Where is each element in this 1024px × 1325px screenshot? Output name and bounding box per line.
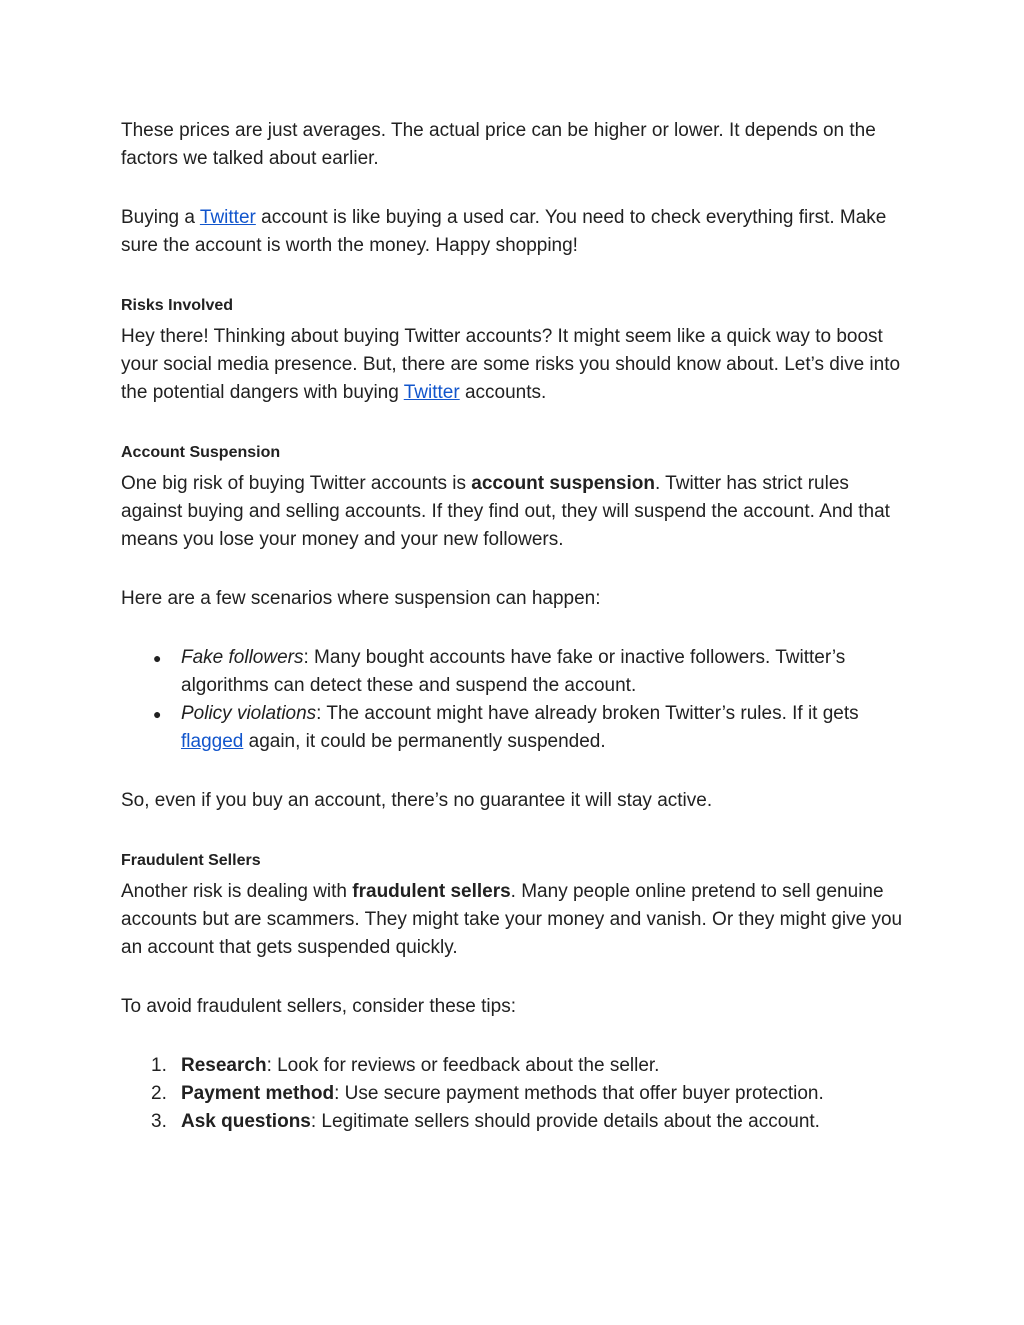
- text-run: One big risk of buying Twitter accounts is: [121, 473, 472, 494]
- text-run: : Many bought accounts have fake or inactive followers. Twitter’s algorithms can detect these and suspend the account.: [181, 647, 846, 696]
- text-run: : Look for reviews or feedback about the seller.: [266, 1055, 660, 1076]
- text-run: . Twitter has strict rules against buying and selling accounts. If they find out, they will suspend the account. And that means you lose your money and your new followers.: [121, 473, 890, 550]
- bold-term: Ask questions: [181, 1111, 311, 1132]
- text-run: : Legitimate sellers should provide details about the account.: [310, 1111, 820, 1132]
- text-run: . Many people online pretend to sell genuine accounts but are scammers. They might take your money and vanish. Or they might give you an account that gets suspended quickly.: [121, 881, 903, 958]
- heading-fraudulent-sellers: Fraudulent Sellers: [121, 852, 261, 869]
- list-number: 2.: [151, 1083, 167, 1104]
- bullet-icon: ●: [153, 706, 162, 722]
- list-item: [151, 1080, 911, 1108]
- text-run: account is like buying a used car. You need to check everything first. Make sure the account is worth the money. Happy shopping!: [121, 207, 887, 256]
- paragraph-scenarios-intro: Here are a few scenarios where suspension can happen:: [121, 588, 601, 609]
- text-run: again, it could be permanently suspended.: [243, 731, 606, 752]
- list-item: [151, 1108, 911, 1136]
- paragraph-buying: [121, 204, 911, 260]
- numbered-list: [121, 1052, 911, 1136]
- bold-term: account suspension: [471, 473, 655, 494]
- twitter-link[interactable]: Twitter: [403, 382, 460, 403]
- paragraph-suspension: [121, 470, 911, 554]
- bold-term: fraudulent sellers: [352, 881, 511, 902]
- bullet-list: [121, 644, 911, 756]
- text-run: Hey there! Thinking about buying Twitter accounts? It might seem like a quick way to boost your social media presence. But, there are some risks you should know about. Let’s dive into the potential dangers with buying: [121, 326, 901, 403]
- document-page: [121, 117, 911, 1136]
- paragraph-fraud: [121, 878, 911, 962]
- bold-term: Payment method: [181, 1083, 335, 1104]
- paragraph-prices: These prices are just averages. The actual price can be higher or lower. It depends on the factors we talked about earlier.: [121, 120, 876, 169]
- list-item: [153, 644, 911, 700]
- list-item: [153, 700, 911, 756]
- twitter-link[interactable]: Twitter: [199, 207, 256, 228]
- bold-term: Research: [181, 1055, 267, 1076]
- paragraph-no-guarantee: So, even if you buy an account, there’s no guarantee it will stay active.: [121, 790, 713, 811]
- text-run: accounts.: [459, 382, 547, 403]
- list-number: 3.: [151, 1111, 167, 1132]
- italic-term: Fake followers: [181, 647, 304, 668]
- list-number: 1.: [151, 1055, 167, 1076]
- paragraph-tips-intro: To avoid fraudulent sellers, consider these tips:: [121, 996, 516, 1017]
- paragraph-risks-intro: [121, 323, 911, 407]
- text-run: : The account might have already broken Twitter’s rules. If it gets: [316, 703, 859, 724]
- text-run: Another risk is dealing with: [121, 881, 353, 902]
- italic-term: Policy violations: [181, 703, 317, 724]
- flagged-link[interactable]: flagged: [181, 731, 244, 752]
- bullet-icon: ●: [153, 650, 162, 666]
- list-item: [151, 1052, 911, 1080]
- text-run: Buying a: [121, 207, 200, 228]
- heading-risks-involved: Risks Involved: [121, 297, 234, 314]
- text-run: : Use secure payment methods that offer buyer protection.: [334, 1083, 824, 1104]
- heading-account-suspension: Account Suspension: [121, 444, 281, 461]
